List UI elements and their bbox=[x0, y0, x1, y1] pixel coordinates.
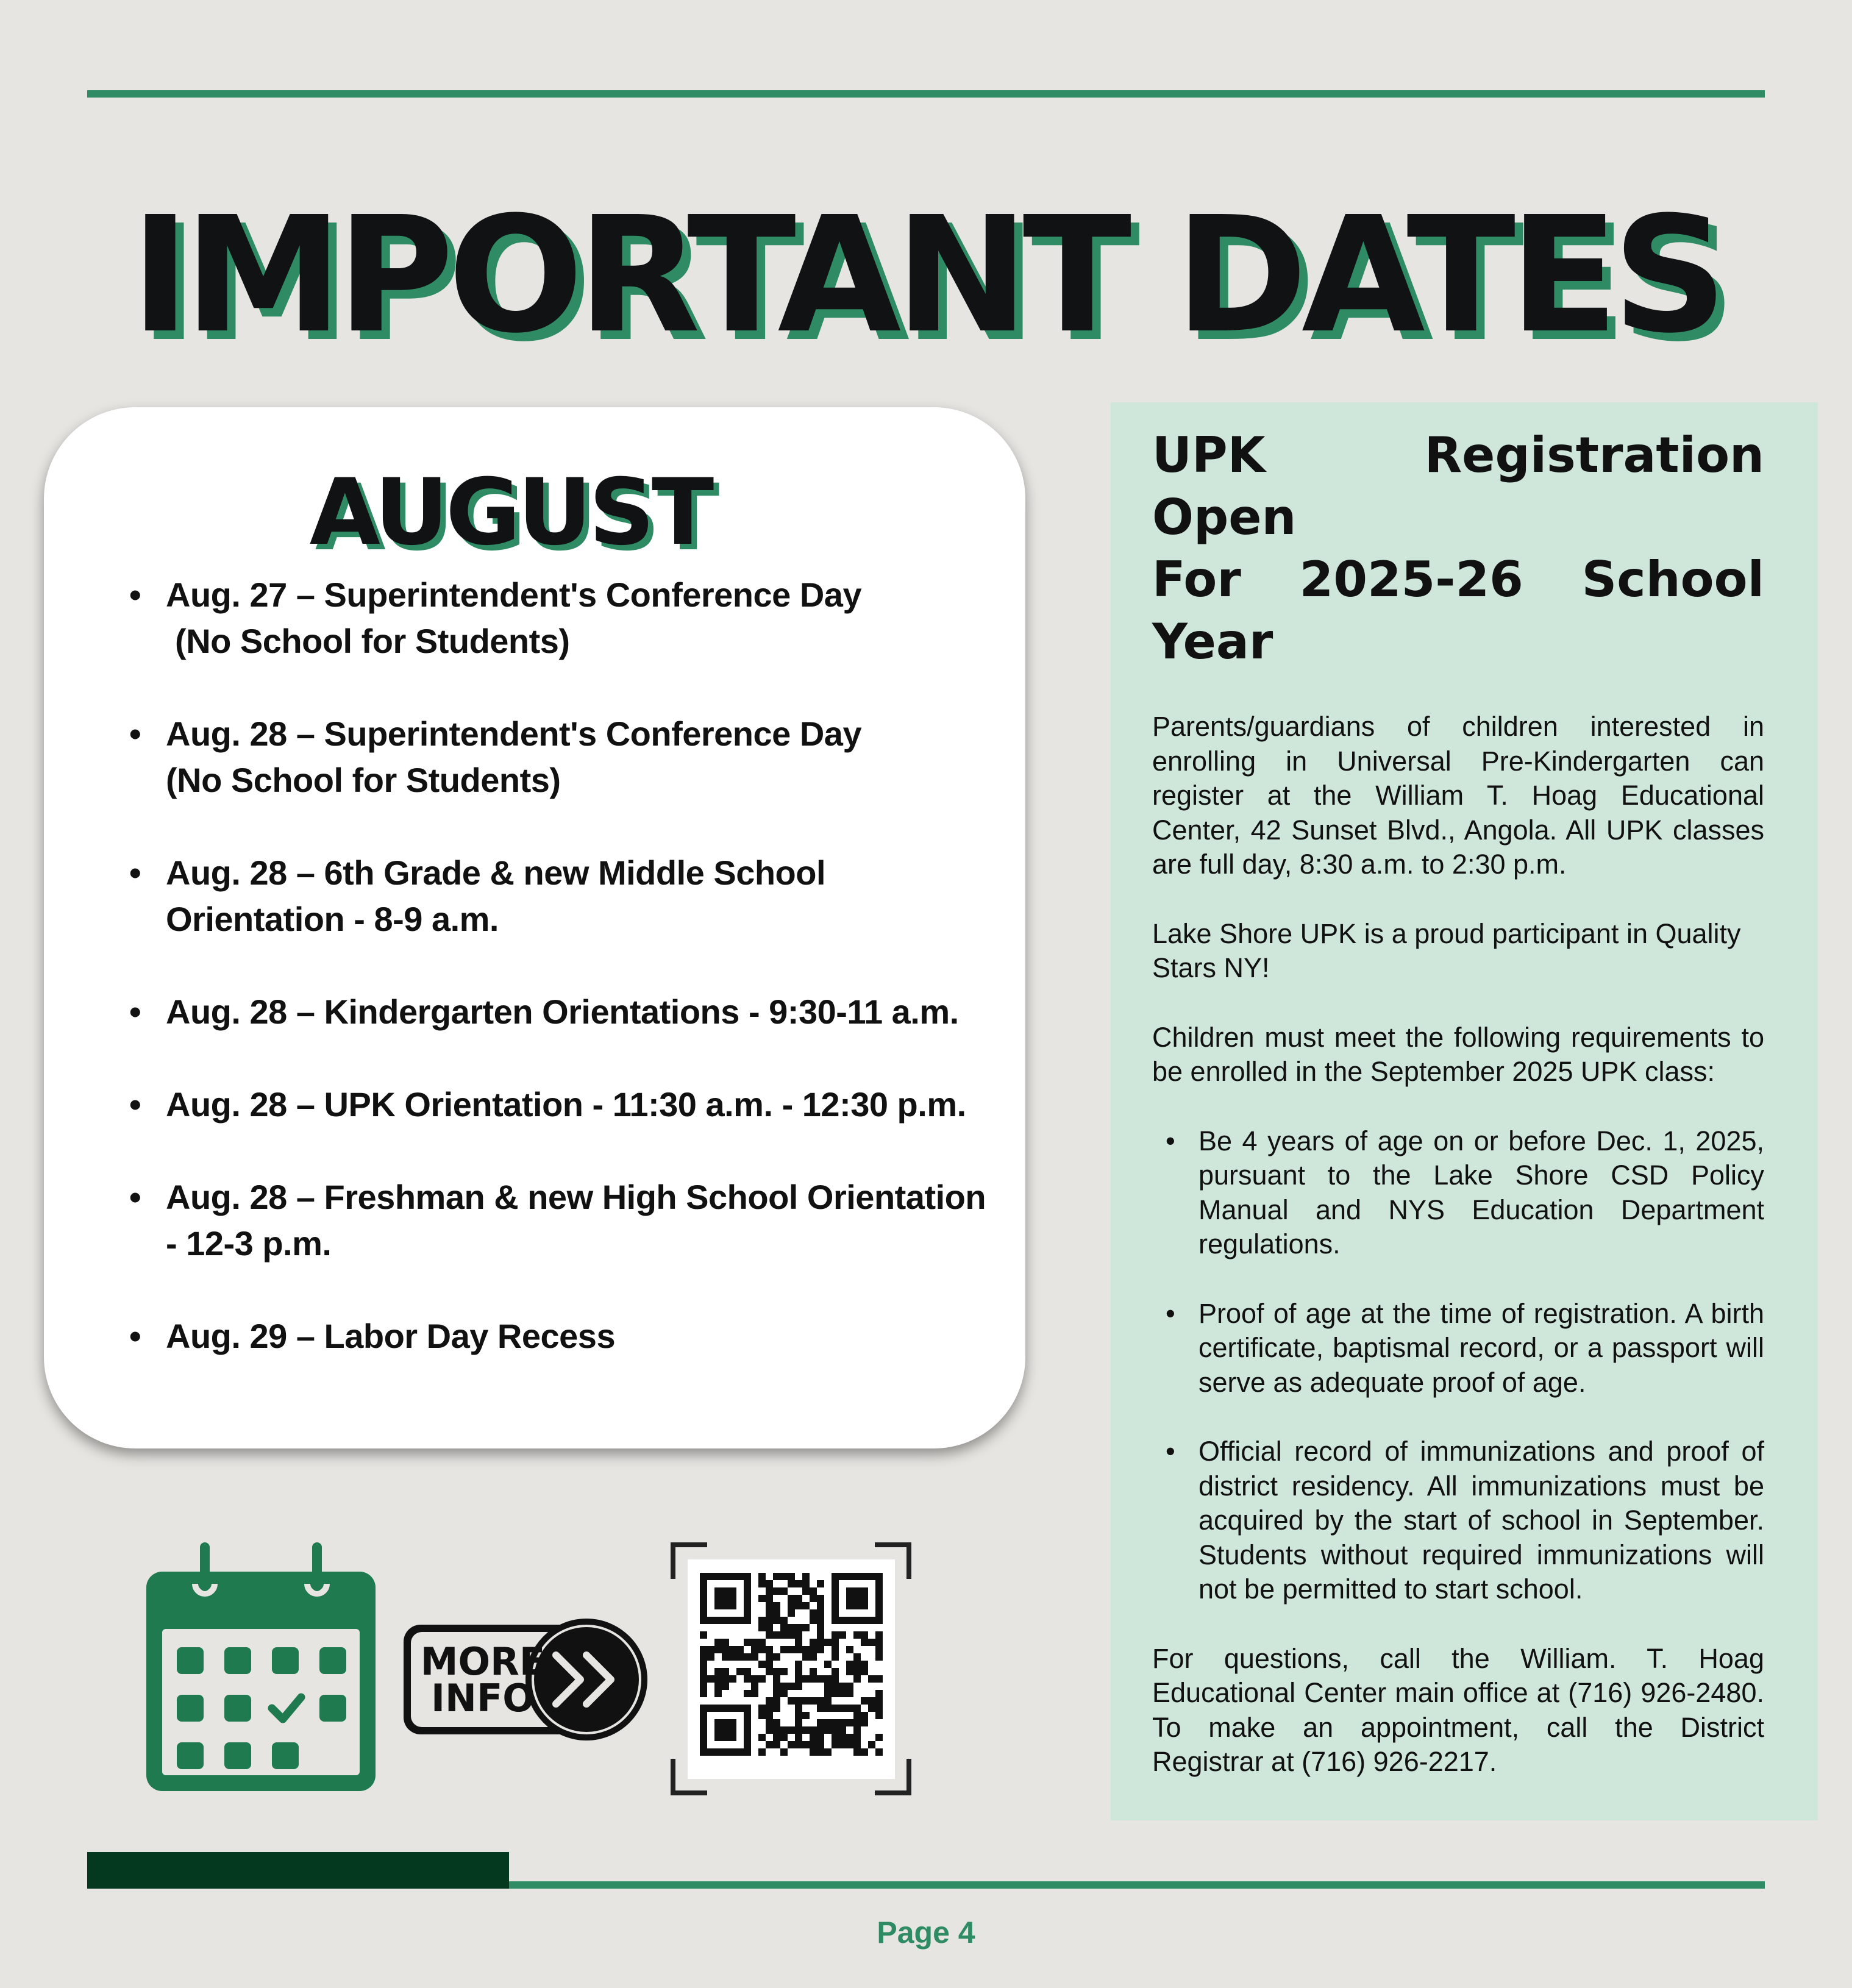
upk-contact-paragraph: For questions, call the William. T. Hoag Educational Center main office at (716) 926-2480. To make an appointment, call the District Registrar at (716) 926-2217. bbox=[1152, 1642, 1764, 1777]
bullet-icon: • bbox=[129, 575, 141, 614]
august-heading: AUGUST bbox=[309, 460, 711, 566]
bullet-icon: • bbox=[129, 1178, 141, 1216]
more-info-label-2: INFO bbox=[430, 1676, 535, 1720]
list-item: • Aug. 28 – 6th Grade & new Middle School Orientation - 8-9 a.m. bbox=[129, 850, 1007, 942]
august-card bbox=[44, 407, 1025, 1448]
bullet-icon: • bbox=[129, 853, 141, 892]
page-title: IMPORTANT DATES bbox=[130, 182, 1722, 368]
more-info-button[interactable] bbox=[404, 1619, 650, 1742]
list-item: • Aug. 28 – Superintendent's Conference Day (No School for Students) bbox=[129, 711, 1007, 803]
bullet-icon: • bbox=[129, 714, 141, 753]
upk-title: UPK Registration Open For 2025-26 School Year bbox=[1152, 427, 1764, 670]
top-rule bbox=[87, 90, 1765, 98]
upk-intro-paragraph: Parents/guardians of children interested in enrolling in Universal Pre-Kindergarten can register at the William T. Hoag Educational Center, 42 Sunset Blvd., Angola. All UPK classes are full day, 8:30 a.m. to 2:30 p.m. bbox=[1152, 711, 1764, 880]
list-item: • Aug. 28 – Freshman & new High School Orientation - 12-3 p.m. bbox=[129, 1174, 1007, 1267]
list-item: • Aug. 29 – Labor Day Recess bbox=[129, 1313, 1007, 1359]
list-item: • Proof of age at the time of registration. A birth certificate, baptismal record, or a passport will serve as adequate proof of age. bbox=[1166, 1297, 1764, 1398]
page-number: Page 4 bbox=[877, 1915, 975, 1950]
bullet-icon: • bbox=[129, 1085, 141, 1124]
bottom-rule-accent bbox=[87, 1852, 509, 1889]
list-item: • Official record of immunizations and proof of district residency. All immunizations must be acquired by the start of school in September. Students without required immunizations will not be permitted to start school. bbox=[1166, 1436, 1764, 1605]
upk-quality-stars-paragraph: Lake Shore UPK is a proud participant in Quality Stars NY! bbox=[1152, 917, 1741, 983]
bullet-icon: • bbox=[1166, 1436, 1175, 1467]
upk-registration-panel bbox=[1111, 402, 1818, 1820]
upk-requirements-list bbox=[1152, 1124, 1764, 1607]
list-item: • Aug. 27 – Superintendent's Conference Day (No School for Students) bbox=[129, 572, 1007, 664]
list-item: • Be 4 years of age on or before Dec. 1, 2025, pursuant to the Lake Shore CSD Policy Manual and NYS Education Department regulations. bbox=[1166, 1125, 1764, 1259]
bullet-icon: • bbox=[129, 1317, 141, 1355]
bullet-icon: • bbox=[1166, 1125, 1175, 1156]
qr-code[interactable] bbox=[671, 1542, 911, 1795]
calendar-check-icon bbox=[141, 1542, 380, 1795]
list-item: • Aug. 28 – Kindergarten Orientations - 9:30-11 a.m. bbox=[129, 989, 1007, 1035]
more-info-label-1: MORE bbox=[420, 1639, 546, 1684]
bullet-icon: • bbox=[1166, 1297, 1175, 1329]
august-date-list bbox=[129, 572, 1007, 1406]
upk-requirements-intro: Children must meet the following requirements to be enrolled in the September 2025 UPK class: bbox=[1152, 1021, 1764, 1087]
list-item: • Aug. 28 – UPK Orientation - 11:30 a.m. - 12:30 p.m. bbox=[129, 1081, 1007, 1128]
bullet-icon: • bbox=[129, 992, 141, 1031]
